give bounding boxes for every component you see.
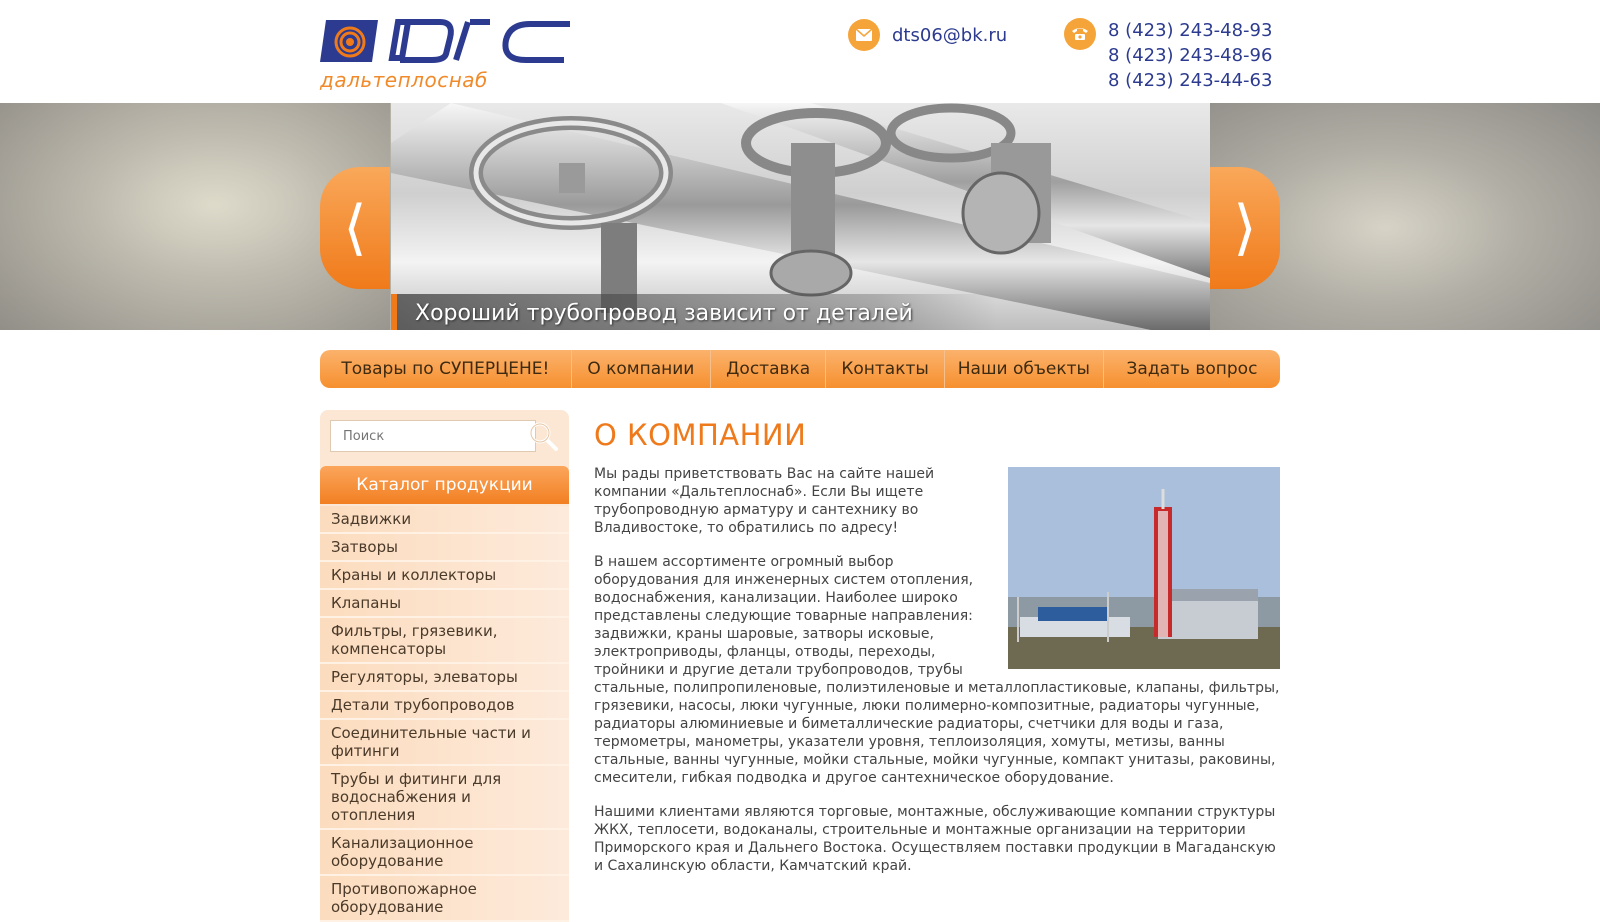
factory-photo bbox=[1008, 467, 1280, 669]
main-navigation bbox=[320, 350, 1280, 388]
catalog-list bbox=[320, 506, 569, 922]
phone-contacts bbox=[1064, 18, 1272, 93]
search-icon[interactable] bbox=[527, 420, 559, 452]
logo-subtitle: дальтеплоснаб bbox=[320, 68, 488, 92]
catalog-item-fire-equipment[interactable]: Противопожарное оборудование bbox=[320, 876, 569, 922]
slide-caption: Хороший трубопровод зависит от деталей bbox=[415, 301, 913, 326]
email-link[interactable]: dts06@bk.ru bbox=[892, 24, 1008, 46]
intro-paragraph: Мы рады приветствовать Вас на сайте нашей компании «Дальтеплоснаб». Если Вы ищете трубопроводную арматуру и сантехнику во Владивостоке, то обратились по адресу! bbox=[594, 466, 935, 536]
phone-number-1[interactable]: 8 (423) 243-48-93 bbox=[1108, 20, 1273, 41]
nav-item-objects[interactable]: Наши объекты bbox=[945, 350, 1104, 388]
sidebar bbox=[320, 410, 569, 916]
company-logo[interactable] bbox=[320, 14, 580, 94]
nav-item-superprice[interactable]: Товары по СУПЕРЦЕНЕ! bbox=[320, 350, 572, 388]
catalog-heading: Каталог продукции bbox=[320, 466, 569, 504]
page-title: О КОМПАНИИ bbox=[594, 418, 807, 452]
catalog-item-gate-valves[interactable]: Задвижки bbox=[320, 506, 569, 534]
phone-icon bbox=[1064, 18, 1096, 50]
phone-number-3[interactable]: 8 (423) 243-44-63 bbox=[1108, 70, 1273, 91]
nav-item-delivery[interactable]: Доставка bbox=[711, 350, 826, 388]
email-contact[interactable] bbox=[848, 18, 1007, 52]
main-content bbox=[594, 418, 1280, 891]
slide-image bbox=[391, 103, 1210, 330]
phone-number-2[interactable]: 8 (423) 243-48-96 bbox=[1108, 45, 1273, 66]
slider-prev-button[interactable] bbox=[320, 167, 390, 289]
catalog-item-regulators[interactable]: Регуляторы, элеваторы bbox=[320, 664, 569, 692]
hero-slider bbox=[0, 103, 1600, 330]
catalog-item-pipes[interactable]: Трубы и фитинги для водоснабжения и отопления bbox=[320, 766, 569, 830]
chevron-left-icon: ⟨ bbox=[343, 193, 367, 263]
logo-mark-icon bbox=[320, 14, 580, 70]
catalog-item-filters[interactable]: Фильтры, грязевики, компенсаторы bbox=[320, 618, 569, 664]
catalog-item-fittings[interactable]: Соединительные части и фитинги bbox=[320, 720, 569, 766]
catalog-item-taps-collectors[interactable]: Краны и коллекторы bbox=[320, 562, 569, 590]
nav-item-ask-question[interactable]: Задать вопрос bbox=[1126, 359, 1258, 379]
nav-item-contacts[interactable]: Контакты bbox=[826, 350, 944, 388]
envelope-icon bbox=[848, 19, 880, 51]
nav-item-about[interactable]: О компании bbox=[572, 350, 711, 388]
search-input[interactable] bbox=[330, 420, 536, 452]
clients-paragraph: Нашими клиентами являются торговые, монтажные, обслуживающие компании структуры ЖКХ, теплосети, водоканалы, строительные и монтажные организации на территории Приморского края и Дальнего Востока. Осуществляем поставки продукции в Магаданскую и Сахалинскую области, Камчатский край. bbox=[594, 804, 1276, 874]
catalog-item-butterfly-valves[interactable]: Затворы bbox=[320, 534, 569, 562]
chevron-right-icon: ⟩ bbox=[1233, 193, 1257, 263]
slide-caption-bar bbox=[391, 294, 997, 330]
catalog-item-sewage[interactable]: Канализационное оборудование bbox=[320, 830, 569, 876]
search-form bbox=[330, 420, 562, 454]
assortment-paragraph: В нашем ассортименте огромный выбор оборудования для инженерных систем отопления, водоснабжения, канализации. Наиболее широко представлены следующие товарные направления: задвижки, краны шаровые, затворы исковые, электроприводы, фланцы, отводы, переходы, тройники и другие детали трубопроводов, трубы стальные, полипропиленовые, полиэтиленовые и металлопластиковые, клапаны, фильтры, грязевики, насосы, люки чугунные, люки полимерно-композитные, радиаторы чугунные, радиаторы алюминиевые и биметаллические радиаторы, счетчики для воды и газа, термометры, манометры, указатели уровня, теплоизоляция, хомуты, метизы, ванны стальные, ванны чугунные, мойки стальные, мойки чугунные, компакт унитазы, раковины, смесители, гибкая подводка и другое сантехническое оборудование. bbox=[594, 554, 1280, 786]
catalog-item-pipeline-parts[interactable]: Детали трубопроводов bbox=[320, 692, 569, 720]
slider-next-button[interactable] bbox=[1210, 167, 1280, 289]
catalog-item-valves[interactable]: Клапаны bbox=[320, 590, 569, 618]
